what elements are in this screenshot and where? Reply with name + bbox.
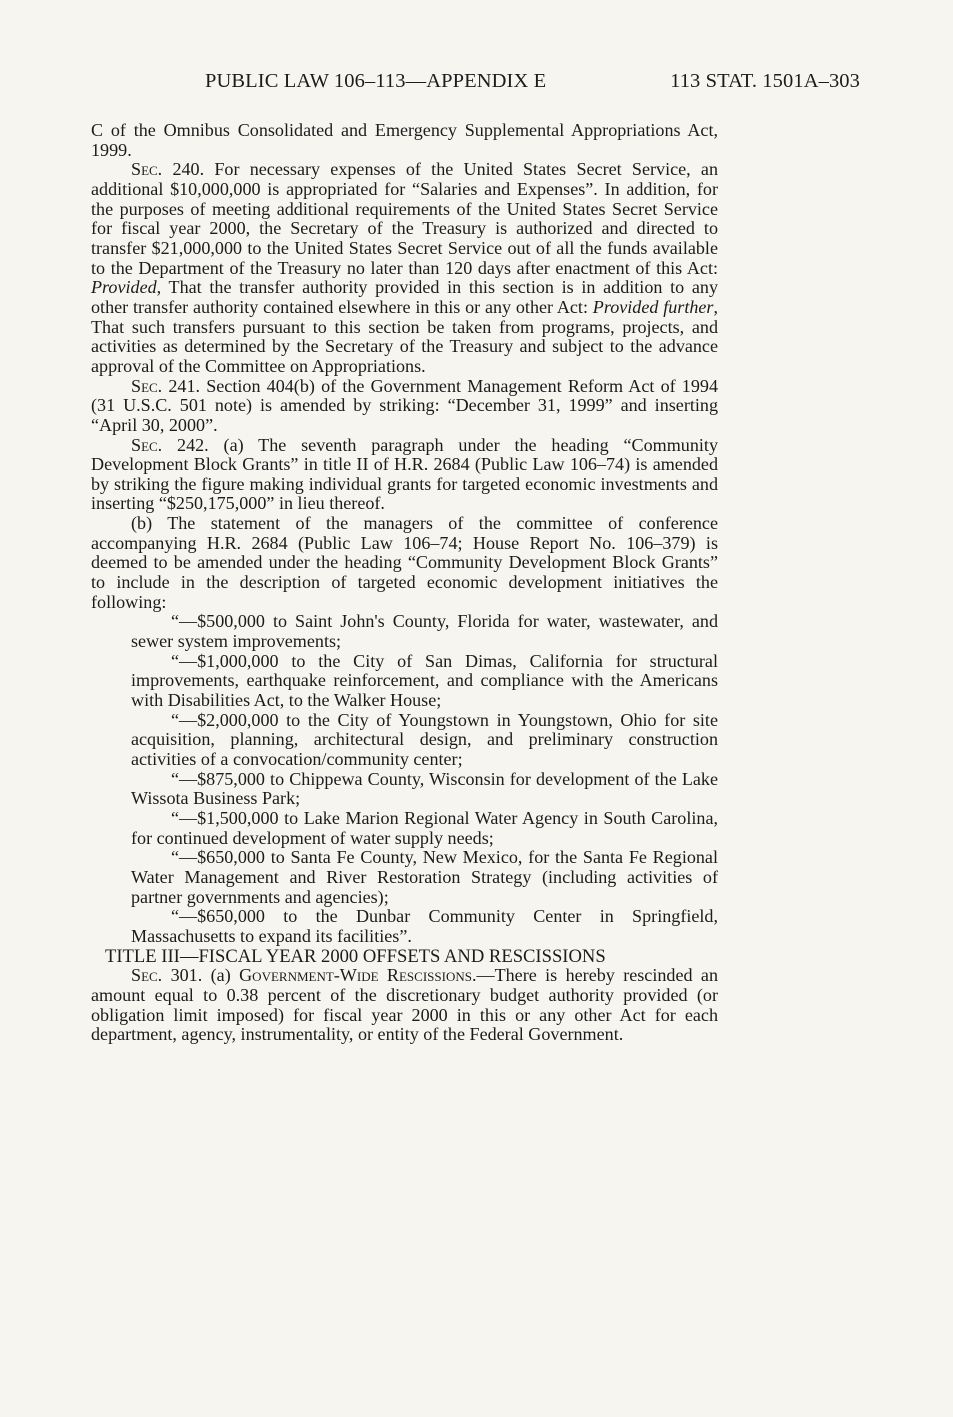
- section-label: Sec. 241.: [131, 375, 201, 396]
- section-242-a: Sec. 242. (a) The seventh paragraph under the heading “Community Development Block Grants” in title II of H.R. 2684 (Public Law 106–74) is amended by striking the figure making individual grants for targeted economic investments and inserting “$250,175,000” in lieu thereof.: [91, 434, 719, 514]
- subsection-heading: Government-Wide Rescissions.: [239, 965, 477, 986]
- section-240: Sec. 240. For necessary expenses of the United States Secret Service, an additional $10,000,000 is appropriated for “Salaries and Expenses”. In addition, for the purposes of meeting additional requirements of the United States Secret Service for fiscal year 2000, the Secretary of the Treasury is authorized and directed to transfer $21,000,000 to the United States Secret Service out of all the funds available to the Department of the Treasury no later than 120 days after enactment of this Act: Provided, That the transfer authority provided in this section is in addition to any other transfer authority contained elsewhere in this or any other Act: Provided further, That such transfers pursuant to this section be taken from programs, projects, and activities as determined by the Secretary of the Treasury and subject to the advance approval of the Committee on Appropriations.: [91, 159, 719, 376]
- quoted-item: “—$875,000 to Chippewa County, Wisconsin for development of the Lake Wissota Business Park;: [131, 768, 718, 809]
- quoted-item: “—$650,000 to Santa Fe County, New Mexico, for the Santa Fe Regional Water Management and River Restoration Strategy (including activities of partner governments and agencies);: [131, 847, 718, 907]
- section-label: Sec. 240.: [131, 159, 205, 180]
- running-header: [205, 70, 860, 100]
- header-law-title: PUBLIC LAW 106–113—APPENDIX E: [205, 70, 547, 92]
- paragraph-continuation: C of the Omnibus Consolidated and Emergency Supplemental Appropriations Act, 1999.: [91, 120, 718, 160]
- quoted-item: “—$1,000,000 to the City of San Dimas, California for structural improvements, earthquake reinforcement, and compliance with the Americans with Disabilities Act, to the Walker House;: [131, 650, 718, 711]
- section-label: Sec. 242.: [131, 434, 209, 455]
- section-label: Sec. 301.: [131, 965, 203, 986]
- section-241: Sec. 241. Section 404(b) of the Government Management Reform Act of 1994 (31 U.S.C. 501 note) is amended by striking: “December 31, 1999” and inserting “April 30, 2000”.: [91, 375, 718, 435]
- quoted-item: “—$1,500,000 to Lake Marion Regional Water Agency in South Carolina, for continued development of water supply needs;: [131, 807, 718, 848]
- quoted-item: “—$2,000,000 to the City of Youngstown in Youngstown, Ohio for site acquisition, planning, architectural design, and preliminary construction activities of a convocation/community center;: [131, 709, 718, 769]
- section-242-b: (b) The statement of the managers of the committee of conference accompanying H.R. 2684 (Public Law 106–74; House Report No. 106–379) is deemed to be amended under the heading “Community Development Block Grants” to include in the description of targeted economic development initiatives the following:: [91, 513, 718, 612]
- header-stat-page: 113 STAT. 1501A–303: [670, 70, 860, 92]
- quoted-item: “—$650,000 to the Dunbar Community Center in Springfield, Massachusetts to expand its facilities”.: [131, 906, 718, 946]
- section-301: Sec. 301. (a) Government-Wide Rescissions.—There is hereby rescinded an amount equal to 0.38 percent of the discretionary budget authority provided (or obligation limit imposed) for fiscal year 2000 in this or any other Act for each department, agency, instrumentality, or entity of the Federal Government.: [91, 965, 718, 1045]
- title-heading: TITLE III—FISCAL YEAR 2000 OFFSETS AND RESCISSIONS: [105, 945, 606, 967]
- proviso-emphasis: Provided further: [592, 296, 714, 317]
- proviso-emphasis: Provided: [91, 277, 157, 298]
- document-body: [91, 121, 718, 1045]
- quoted-item: “—$500,000 to Saint John's County, Florida for water, wastewater, and sewer system improvements;: [131, 611, 718, 652]
